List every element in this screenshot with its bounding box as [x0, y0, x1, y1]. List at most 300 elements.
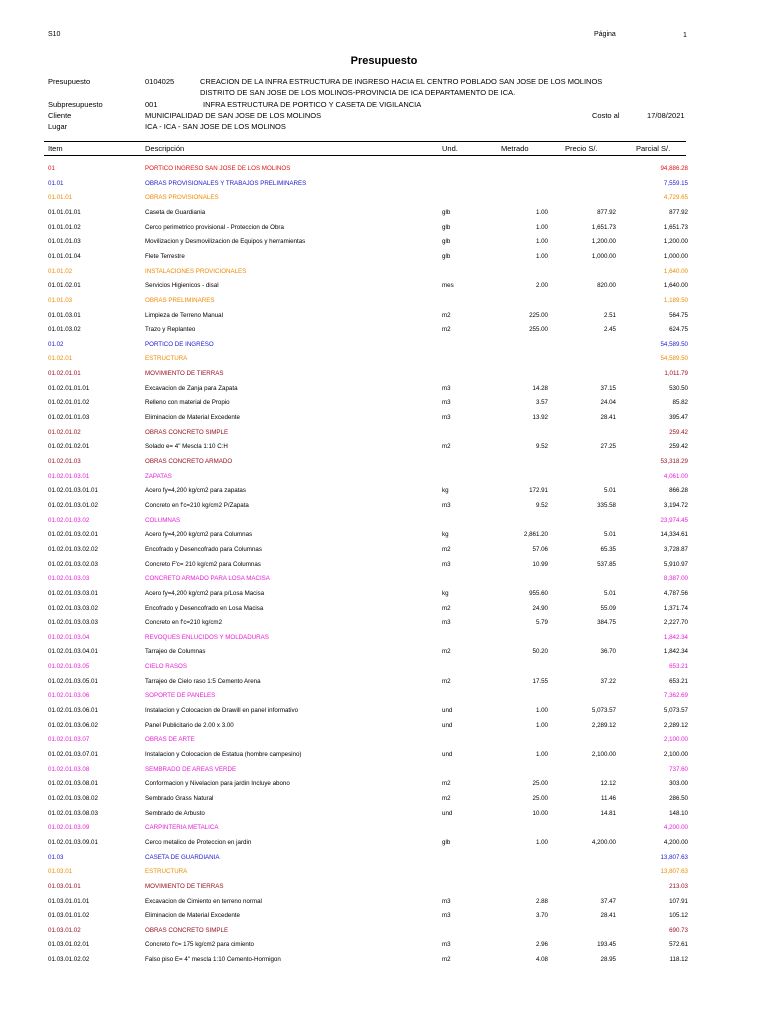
cell-item: 01.02.01.03.01.02	[48, 501, 98, 509]
cell-item: 01.02.01	[48, 355, 73, 363]
cell-precio: 28.41	[600, 912, 616, 920]
cell-parcial: 2,100.00	[663, 736, 688, 744]
cell-descripcion: ZAPATAS	[145, 472, 172, 480]
cell-parcial: 13,807.63	[660, 853, 688, 861]
cell-descripcion: CASETA DE GUARDIANIA	[145, 853, 220, 861]
cell-descripcion: Solado e= 4" Mescla 1:10 C:H	[145, 443, 228, 451]
cell-descripcion: Concreto en f'c=210 kg/cm2 P/Zapata	[145, 501, 249, 509]
cell-parcial: 1,200.00	[663, 238, 688, 246]
cell-und: und	[442, 707, 453, 715]
cell-precio: 24.04	[600, 399, 616, 407]
cell-parcial: 5,073.57	[663, 707, 688, 715]
table-row	[0, 207, 768, 221]
cell-descripcion: ESTRUCTURA	[145, 868, 188, 876]
s10-label: S10	[48, 31, 61, 38]
cell-descripcion: Conformacion y Nivelacion para jardin Incluye abono	[145, 780, 290, 788]
table-row	[0, 324, 768, 338]
table-row	[0, 954, 768, 968]
cell-item: 01.02.01.03.03.02	[48, 604, 98, 612]
cell-und: m3	[442, 501, 451, 509]
cell-und: m2	[442, 648, 451, 656]
cell-parcial: 4,787.56	[663, 589, 688, 597]
table-row-title	[0, 192, 768, 206]
table-row	[0, 896, 768, 910]
table-row	[0, 251, 768, 265]
cell-precio: 14.81	[600, 809, 616, 817]
cell-und: glb	[442, 208, 451, 216]
cell-metrado: 14.28	[532, 384, 548, 392]
cell-descripcion: Encofrado y Desencofrado para Columnas	[145, 545, 262, 553]
cell-descripcion: Excavacion de Cimiento en terreno normal	[145, 897, 262, 905]
table-header	[44, 141, 686, 156]
cell-precio: 55.09	[600, 604, 616, 612]
cell-item: 01.02.01.03.06.02	[48, 721, 98, 729]
cell-descripcion: MOVIMIENTO DE TIERRAS	[145, 882, 224, 890]
table-row	[0, 808, 768, 822]
cell-precio: 877.92	[597, 208, 616, 216]
cell-parcial: 14,334.61	[660, 531, 688, 539]
cell-und: und	[442, 809, 453, 817]
table-row-title	[0, 822, 768, 836]
presupuesto-desc: CREACION DE LA INFRA ESTRUCTURA DE INGRESO HACIA EL CENTRO POBLADO SAN JOSE DE LOS MOLINOS	[200, 77, 603, 86]
costo-date: 17/08/2021	[647, 111, 685, 120]
cell-parcial: 54,589.50	[660, 340, 688, 348]
cell-precio: 37.47	[600, 897, 616, 905]
cell-metrado: 13.92	[532, 414, 548, 422]
cell-parcial: 564.75	[669, 311, 688, 319]
cell-descripcion: OBRAS CONCRETO SIMPLE	[145, 926, 229, 934]
cell-descripcion: MOVIMIENTO DE TIERRAS	[145, 370, 224, 378]
cell-parcial: 2,100.00	[663, 751, 688, 758]
table-row-title	[0, 632, 768, 646]
cell-descripcion: Flete Terrestre	[145, 252, 185, 260]
cell-parcial: 1,640.00	[663, 267, 688, 275]
table-row	[0, 500, 768, 514]
table-row-title	[0, 734, 768, 748]
cell-item: 01.02.01.03.08.01	[48, 780, 98, 788]
cell-metrado: 2,861.20	[523, 531, 548, 539]
cell-item: 01.02.01.03.09	[48, 824, 90, 832]
cell-descripcion: Eliminacion de Material Excedente	[145, 414, 240, 422]
cell-descripcion: Eliminacion de Material Excedente	[145, 912, 240, 920]
costo-label: Costo al	[592, 111, 620, 120]
cell-precio: 5.01	[603, 487, 616, 495]
cell-parcial: 7,559.15	[663, 179, 688, 187]
table-row	[0, 412, 768, 426]
cell-parcial: 624.75	[669, 326, 688, 334]
table-row	[0, 778, 768, 792]
subpresupuesto-desc: INFRA ESTRUCTURA DE PORTICO Y CASETA DE VIGILANCIA	[203, 100, 422, 109]
cell-descripcion: Concreto f'c= 175 kg/cm2 para cimiento	[145, 941, 255, 949]
cell-descripcion: PORTICO INGRESO SAN JOSE DE LOS MOLINOS	[145, 165, 291, 172]
cell-item: 01.01.01.03	[48, 238, 81, 246]
cell-parcial: 105.12	[669, 912, 688, 920]
cell-descripcion: INSTALACIONES PROVICIONALES	[145, 267, 247, 275]
cell-descripcion: OBRAS CONCRETO SIMPLE	[145, 428, 229, 436]
cell-parcial: 530.50	[669, 384, 688, 392]
cell-precio: 65.35	[600, 545, 616, 553]
cell-item: 01.02.01.03.03.01	[48, 589, 98, 597]
cell-parcial: 866.28	[669, 487, 688, 495]
table-row-title	[0, 881, 768, 895]
cell-metrado: 1.00	[535, 707, 548, 715]
cell-item: 01.02.01.03.01.01	[48, 487, 98, 495]
cell-metrado: 1.00	[535, 208, 548, 216]
table-row-title	[0, 178, 768, 192]
cell-precio: 11.46	[600, 794, 616, 802]
cell-parcial: 1,000.00	[663, 252, 688, 260]
cell-parcial: 653.21	[669, 677, 688, 685]
cell-descripcion: Instalacion y Colocacion de Estatua (hombre campesino)	[145, 751, 302, 758]
table-row-title	[0, 427, 768, 441]
cell-und: glb	[442, 223, 451, 231]
cell-descripcion: Caseta de Guardiania	[145, 208, 206, 216]
cell-und: mes	[442, 282, 454, 290]
cell-und: m3	[442, 560, 451, 568]
cell-precio: 2,100.00	[591, 751, 616, 758]
cell-metrado: 25.00	[532, 780, 548, 788]
cell-item: 01.02.01.02	[48, 428, 81, 436]
cell-metrado: 255.00	[529, 326, 548, 334]
cell-descripcion: Excavacion de Zanja para Zapata	[145, 384, 238, 392]
cell-descripcion: Cerco metalico de Proteccion en jardin	[145, 838, 252, 846]
cell-precio: 2.45	[603, 326, 616, 334]
table-row-title	[0, 661, 768, 675]
cell-descripcion: Concreto F'c= 210 kg/cm2 para Columnas	[145, 560, 261, 568]
table-row	[0, 749, 768, 763]
cell-metrado: 50.20	[532, 648, 548, 656]
table-row-title	[0, 471, 768, 485]
cell-item: 01.01.01.01	[48, 208, 81, 216]
cell-parcial: 572.61	[669, 941, 688, 949]
cell-item: 01.02.01.01.02	[48, 399, 90, 407]
table-row-title	[0, 866, 768, 880]
cell-item: 01.01.03.01	[48, 311, 81, 319]
cell-descripcion: Instalacion y Colocacion de Drawill en panel informativo	[145, 707, 299, 715]
cell-descripcion: Acero fy=4,200 kg/cm2 para Columnas	[145, 531, 253, 539]
cell-precio: 5.01	[603, 589, 616, 597]
cell-parcial: 85.82	[672, 399, 688, 407]
cell-descripcion: CIELO RASOS	[145, 663, 187, 671]
cell-parcial: 13,807.63	[660, 868, 688, 876]
cell-item: 01.03	[48, 853, 64, 861]
cell-und: glb	[442, 838, 451, 846]
cell-precio: 1,200.00	[591, 238, 616, 246]
cell-und: und	[442, 751, 453, 758]
table-row-title	[0, 295, 768, 309]
cell-descripcion: Panel Publicitario de 2.00 x 3.00	[145, 721, 234, 729]
cell-precio: 1,000.00	[591, 252, 616, 260]
cell-item: 01.02.01.03.06.01	[48, 707, 98, 715]
cell-precio: 537.85	[597, 560, 616, 568]
lugar-value: ICA - ICA - SAN JOSE DE LOS MOLINOS	[145, 122, 286, 131]
table-row	[0, 485, 768, 499]
cell-und: m2	[442, 794, 451, 802]
cell-precio: 37.22	[600, 677, 616, 685]
cell-metrado: 1.00	[535, 238, 548, 246]
cell-und: m3	[442, 399, 451, 407]
cell-descripcion: Sembrado de Arbusto	[145, 809, 205, 817]
table-row	[0, 646, 768, 660]
cell-und: kg	[442, 531, 449, 539]
cell-parcial: 1,651.73	[663, 223, 688, 231]
cell-und: m3	[442, 384, 451, 392]
cell-descripcion: CARPINTERIA METALICA	[145, 824, 219, 832]
cliente-value: MUNICIPALIDAD DE SAN JOSE DE LOS MOLINOS	[145, 111, 322, 120]
cell-item: 01.01.01.02	[48, 223, 81, 231]
page-title: Presupuesto	[350, 55, 418, 67]
cell-descripcion: Acero fy=4,200 kg/cm2 para zapatas	[145, 487, 246, 495]
table-row	[0, 837, 768, 851]
cell-precio: 4,200.00	[591, 838, 616, 846]
cell-descripcion: Falso piso E= 4" mescla 1:10 Cemento-Hormigon	[145, 956, 281, 964]
cell-item: 01.02.01.03.02.02	[48, 545, 98, 553]
cell-item: 01.02.01.03.03.03	[48, 619, 98, 627]
cell-metrado: 2.96	[535, 941, 548, 949]
table-row	[0, 559, 768, 573]
cell-descripcion: OBRAS PROVISIONALES Y TRABAJOS PRELIMINARES	[145, 179, 307, 187]
cell-descripcion: Servicios Higienicos - disal	[145, 282, 219, 290]
cell-parcial: 259.42	[669, 428, 688, 436]
cell-parcial: 395.47	[669, 414, 688, 422]
table-row-title	[0, 456, 768, 470]
cell-precio: 2,289.12	[591, 721, 616, 729]
cell-descripcion: PORTICO DE INGRESO	[145, 340, 214, 348]
cell-precio: 5,073.57	[591, 707, 616, 715]
cell-item: 01.02.01.03.09.01	[48, 838, 98, 846]
cell-item: 01.02.01.03.02.03	[48, 560, 98, 568]
cell-und: m3	[442, 414, 451, 422]
cell-item: 01.02.01.03.02	[48, 516, 90, 524]
cell-descripcion: SOPORTE DE PANELES	[145, 692, 216, 700]
cell-descripcion: ESTRUCTURA	[145, 355, 188, 363]
table-row-title	[0, 925, 768, 939]
table-row-title	[0, 266, 768, 280]
cell-descripcion: Tarrajeo de Columnas	[145, 648, 206, 656]
cell-item: 01.03.01.01.02	[48, 912, 90, 920]
cell-metrado: 172.91	[529, 487, 548, 495]
cell-item: 01.02.01.03.01	[48, 472, 90, 480]
table-row-title	[0, 852, 768, 866]
table-row	[0, 910, 768, 924]
table-row-title	[0, 339, 768, 353]
cell-parcial: 94,886.28	[660, 165, 688, 172]
table-row-title	[0, 163, 768, 177]
cell-item: 01.03.01	[48, 868, 73, 876]
cell-item: 01.01.03	[48, 296, 73, 304]
cell-und: m2	[442, 677, 451, 685]
cell-item: 01.02.01.03.08.03	[48, 809, 98, 817]
cell-descripcion: Relleno con material de Propio	[145, 399, 230, 407]
cell-precio: 36.70	[600, 648, 616, 656]
cell-precio: 37.15	[600, 384, 616, 392]
table-row	[0, 397, 768, 411]
col-header-und: Und.	[442, 144, 458, 153]
table-row-title	[0, 764, 768, 778]
table-row-title	[0, 573, 768, 587]
cell-item: 01.03.01.02.02	[48, 956, 90, 964]
cell-und: m2	[442, 443, 451, 451]
cell-item: 01.02.01.03.07.01	[48, 751, 98, 758]
cell-item: 01.02.01.01	[48, 370, 81, 378]
table-row	[0, 280, 768, 294]
cell-descripcion: Limpieza de Terreno Manual	[145, 311, 223, 319]
table-row-title	[0, 353, 768, 367]
cell-metrado: 25.00	[532, 794, 548, 802]
lugar-label: Lugar	[48, 122, 68, 131]
cell-und: m3	[442, 619, 451, 627]
cell-parcial: 107.91	[669, 897, 688, 905]
cell-parcial: 53,318.29	[660, 458, 688, 465]
cell-descripcion: Sembrado Grass Natural	[145, 794, 214, 802]
cell-und: m3	[442, 941, 451, 949]
cell-item: 01.03.01.02.01	[48, 941, 90, 949]
cell-precio: 12.12	[600, 780, 616, 788]
table-row	[0, 310, 768, 324]
cell-precio: 28.41	[600, 414, 616, 422]
cell-item: 01.02.01.01.01	[48, 384, 90, 392]
cell-parcial: 653.21	[669, 663, 688, 671]
cell-metrado: 10.99	[532, 560, 548, 568]
cell-parcial: 2,289.12	[663, 721, 688, 729]
cell-und: m3	[442, 897, 451, 905]
cell-item: 01.02.01.03.04.01	[48, 648, 98, 656]
cell-item: 01.03.01.02	[48, 926, 81, 934]
cell-und: m2	[442, 956, 451, 964]
cell-parcial: 690.73	[669, 926, 688, 934]
col-header-parcial: Parcial S/.	[636, 144, 671, 153]
cell-metrado: 9.52	[535, 501, 548, 509]
cell-parcial: 259.42	[669, 443, 688, 451]
pagina-label: Página	[594, 31, 616, 38]
cell-parcial: 2,227.70	[663, 619, 688, 627]
cell-parcial: 303.00	[669, 780, 688, 788]
table-row	[0, 236, 768, 250]
cell-item: 01.01.02.01	[48, 282, 81, 290]
cell-parcial: 1,842.34	[663, 648, 688, 656]
cell-descripcion: CONCRETO ARMADO PARA LOSA MACISA	[145, 575, 270, 583]
cell-descripcion: Concreto en f'c=210 kg/cm2	[145, 619, 223, 627]
cell-item: 01.01	[48, 179, 64, 187]
table-row	[0, 793, 768, 807]
cell-descripcion: Acero fy=4,200 kg/cm2 para p/Losa Macisa	[145, 589, 265, 597]
cell-parcial: 4,200.00	[663, 824, 688, 832]
cell-item: 01.03.01.01	[48, 882, 81, 890]
cliente-label: Cliente	[48, 111, 72, 120]
cell-parcial: 213.03	[669, 882, 688, 890]
table-row	[0, 939, 768, 953]
table-row	[0, 617, 768, 631]
cell-item: 01.02	[48, 340, 64, 348]
cell-parcial: 148.10	[669, 809, 688, 817]
cell-metrado: 1.00	[535, 751, 548, 758]
cell-metrado: 1.00	[535, 838, 548, 846]
cell-metrado: 3.57	[535, 399, 548, 407]
cell-parcial: 286.50	[669, 794, 688, 802]
cell-parcial: 3,194.72	[663, 501, 688, 509]
cell-und: m2	[442, 311, 451, 319]
cell-parcial: 3,728.87	[663, 545, 688, 553]
presupuesto-code: 0104025	[145, 77, 175, 86]
table-row	[0, 441, 768, 455]
table-row-title	[0, 515, 768, 529]
cell-parcial: 1,189.50	[663, 296, 688, 304]
cell-item: 01.02.01.03.08.02	[48, 794, 98, 802]
cell-item: 01.02.01.03.05.01	[48, 677, 98, 685]
cell-parcial: 4,061.00	[663, 472, 688, 480]
pagina-number: 1	[683, 32, 687, 39]
cell-parcial: 1,011.79	[664, 370, 688, 378]
cell-descripcion: OBRAS PRELIMINARES	[145, 296, 215, 304]
cell-precio: 820.00	[597, 282, 616, 290]
cell-precio: 1,651.73	[591, 223, 616, 231]
cell-descripcion: OBRAS CONCRETO ARMADO	[145, 458, 233, 465]
cell-item: 01.01.02	[48, 267, 73, 275]
cell-und: m2	[442, 780, 451, 788]
table-row-title	[0, 368, 768, 382]
col-header-metrado: Metrado	[501, 144, 529, 153]
presupuesto-label: Presupuesto	[48, 77, 91, 86]
cell-item: 01.02.01.03.03	[48, 575, 90, 583]
cell-item: 01.02.01.03.08	[48, 765, 90, 773]
col-header-item: Item	[48, 144, 63, 153]
cell-metrado: 955.60	[529, 589, 548, 597]
cell-item: 01.02.01.02.01	[48, 443, 90, 451]
cell-item: 01.01.03.02	[48, 326, 81, 334]
cell-precio: 27.25	[600, 443, 616, 451]
cell-descripcion: OBRAS DE ARTE	[145, 736, 195, 744]
cell-metrado: 225.00	[529, 311, 548, 319]
cell-parcial: 7,362.69	[663, 692, 688, 700]
table-row	[0, 720, 768, 734]
cell-item: 01.02.01.03.05	[48, 663, 90, 671]
subpresupuesto-code: 001	[145, 100, 158, 109]
cell-metrado: 2.88	[535, 897, 548, 905]
cell-parcial: 1,842.34	[663, 633, 688, 641]
cell-parcial: 5,910.97	[663, 560, 688, 568]
cell-parcial: 23,974.45	[660, 516, 688, 524]
cell-precio: 335.58	[597, 501, 616, 509]
cell-metrado: 57.06	[532, 545, 548, 553]
cell-descripcion: REVOQUES ENLUCIDOS Y MOLDADURAS	[145, 633, 269, 641]
cell-parcial: 877.92	[669, 208, 688, 216]
table-row	[0, 383, 768, 397]
cell-metrado: 1.00	[535, 721, 548, 729]
cell-descripcion: Trazo y Replanteo	[145, 326, 196, 334]
cell-parcial: 1,371.74	[663, 604, 688, 612]
cell-metrado: 17.55	[532, 677, 548, 685]
cell-descripcion: SEMBRADO DE AREAS VERDE	[145, 765, 237, 773]
col-header-precio: Precio S/.	[565, 144, 598, 153]
presupuesto-desc-2: DISTRITO DE SAN JOSE DE LOS MOLINOS-PROVINCIA DE ICA DEPARTAMENTO DE ICA.	[200, 88, 516, 97]
cell-item: 01.02.01.03.04	[48, 633, 90, 641]
table-row	[0, 529, 768, 543]
table-row	[0, 705, 768, 719]
cell-metrado: 3.70	[535, 912, 548, 920]
cell-item: 01.01.01	[48, 194, 73, 202]
cell-precio: 5.01	[603, 531, 616, 539]
table-row	[0, 544, 768, 558]
cell-metrado: 24.90	[532, 604, 548, 612]
cell-descripcion: Movilizacion y Desmovilizacion de Equipos y herramientas	[145, 238, 306, 246]
cell-descripcion: COLUMNAS	[145, 516, 181, 524]
cell-precio: 28.95	[600, 956, 616, 964]
col-header-descripcion: Descripción	[145, 144, 185, 153]
cell-item: 01.02.01.03.07	[48, 736, 90, 744]
cell-precio: 193.45	[597, 941, 616, 949]
table-row	[0, 676, 768, 690]
cell-parcial: 737.60	[669, 765, 688, 773]
